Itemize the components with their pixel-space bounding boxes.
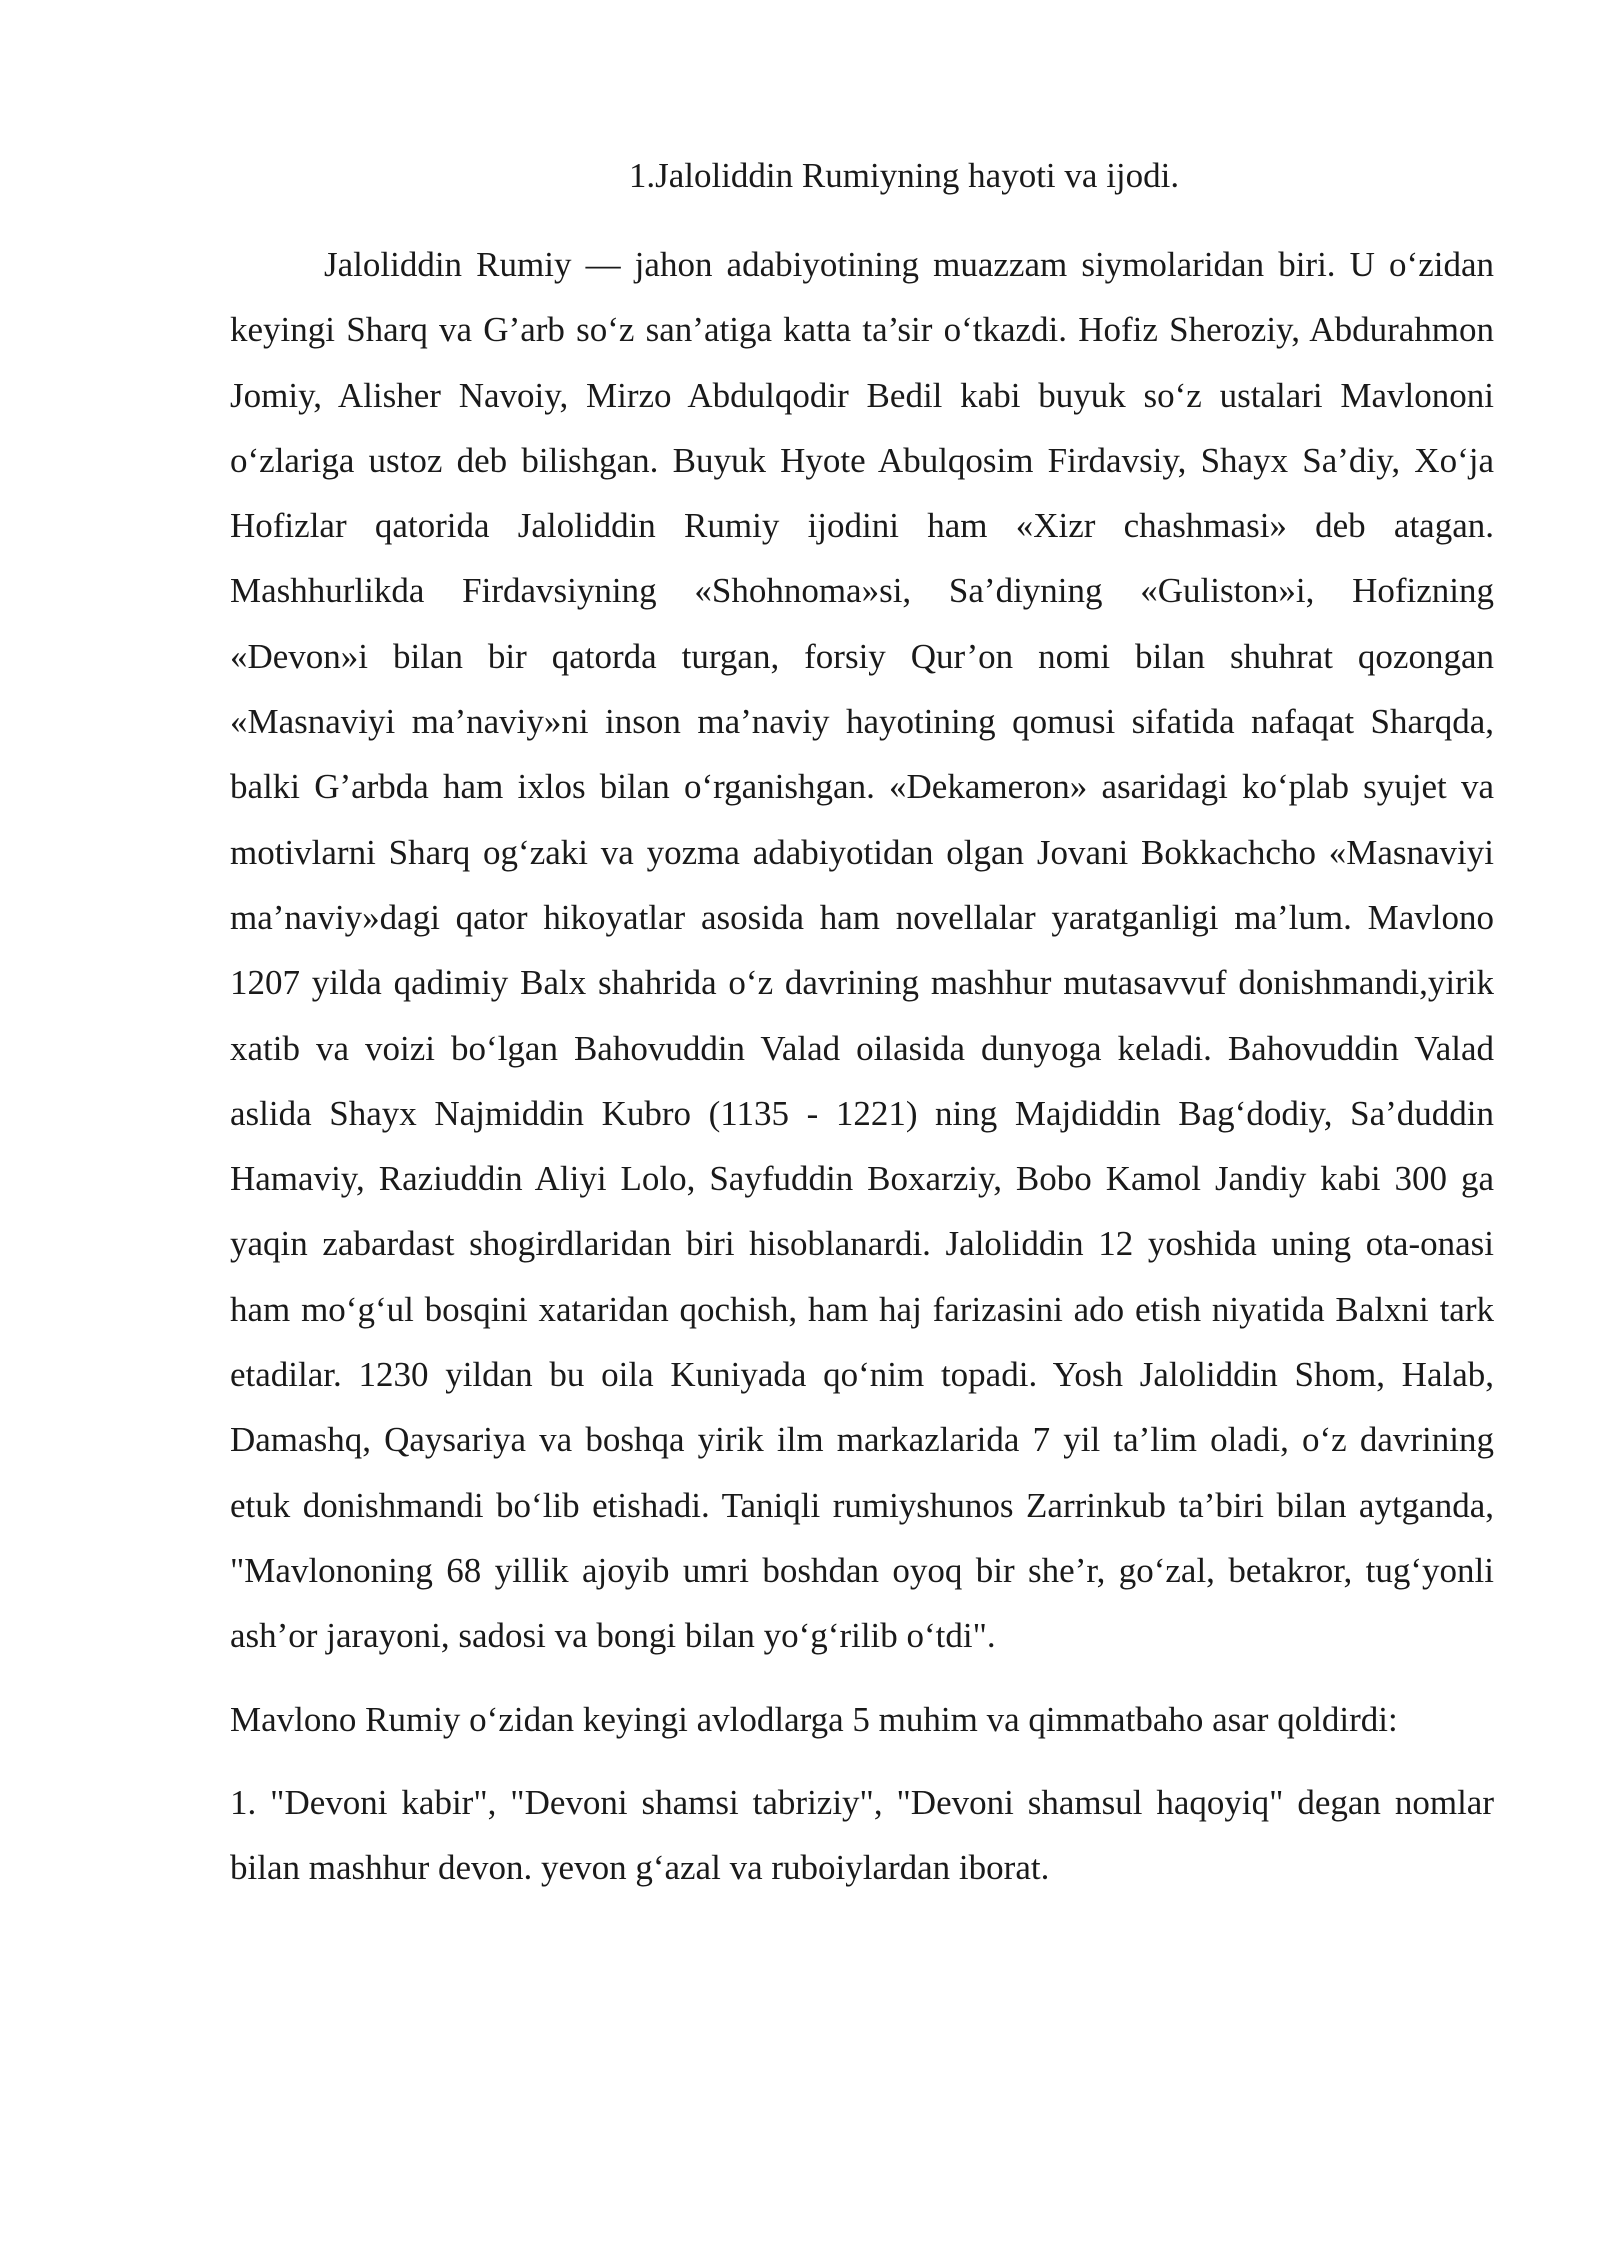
paragraph-list-item-1: 1. "Devoni kabir", "Devoni shamsi tabriziy", "Devoni shamsul haqoyiq" degan nomlar bilan mashhur devon. yevon g‘azal va ruboiylardan iborat.	[230, 1782, 1494, 1888]
document-title: 1.Jaloliddin Rumiyning hayoti va ijodi.	[628, 156, 1180, 195]
paragraph-biography: Jaloliddin Rumiy — jahon adabiyotining muazzam siymolaridan biri. U o‘zidan keyingi Sharq va G’arb so‘z san’atiga katta ta’sir o‘tkazdi. Hofiz Sheroziy, Abdurahmon Jomiy, Alisher Navoiy, Mirzo Abdulqodir Bedil kabi buyuk so‘z ustalari Mavlononi o‘zlariga ustoz deb bilishgan. Buyuk Hyote Abulqosim Firdavsiy, Shayx Sa’diy, Xo‘ja Hofizlar qatorida Jaloliddin Rumiy ijodini ham «Xizr chashmasi» deb atagan. Mashhurlikda Firdavsiyning «Shohnoma»si, Sa’diyning «Guliston»i, Hofizning «Devon»i bilan bir qatorda turgan, forsiy Qur’on nomi bilan shuhrat qozongan «Masnaviyi ma’naviy»ni inson ma’naviy hayotining qomusi sifatida nafaqat Sharqda, balki G’arbda ham ixlos bilan o‘rganishgan. «Dekameron» asaridagi ko‘plab syujet va motivlarni Sharq og‘zaki va yozma adabiyotidan olgan Jovani Bokkachcho «Masnaviyi ma’naviy»dagi qator hikoyatlar asosida ham novellalar yaratganligi ma’lum. Mavlono 1207 yilda qadimiy Balx shahrida o‘z davrining mashhur mutasavvuf donishmandi,yirik xatib va voizi bo‘lgan Bahovuddin Valad oilasida dunyoga keladi. Bahovuddin Valad aslida Shayx Najmiddin Kubro (1135 - 1221) ning Majdiddin Bag‘dodiy, Sa’duddin Hamaviy, Raziuddin Aliyi Lolo, Sayfuddin Boxarziy, Bobo Kamol Jandiy kabi 300 ga yaqin zabardast shogirdlaridan biri hisoblanardi. Jaloliddin 12 yoshida uning ota-onasi ham mo‘g‘ul bosqini xataridan qochish, ham haj farizasini ado etish niyatida Balxni tark etadilar. 1230 yildan bu oila Kuniyada qo‘nim topadi. Yosh Jaloliddin Shom, Halab, Damashq, Qaysariya va boshqa yirik ilm markazlarida 7 yil ta’lim oladi, o‘z davrining etuk donishmandi bo‘lib etishadi. Taniqli rumiyshunos Zarrinkub ta’biri bilan aytganda, "Mavlononing 68 yillik ajoyib umri boshdan oyoq bir she’r, go‘zal, betakror, tug‘yonli ash’or jarayoni, sadosi va bongi bilan yo‘g‘rilib o‘tdi".	[230, 245, 1494, 1656]
paragraph-works-intro: Mavlono Rumiy o‘zidan keyingi avlodlarga 5 muhim va qimmatbaho asar qoldirdi:	[230, 1699, 1398, 1739]
document-body	[230, 232, 1494, 1900]
